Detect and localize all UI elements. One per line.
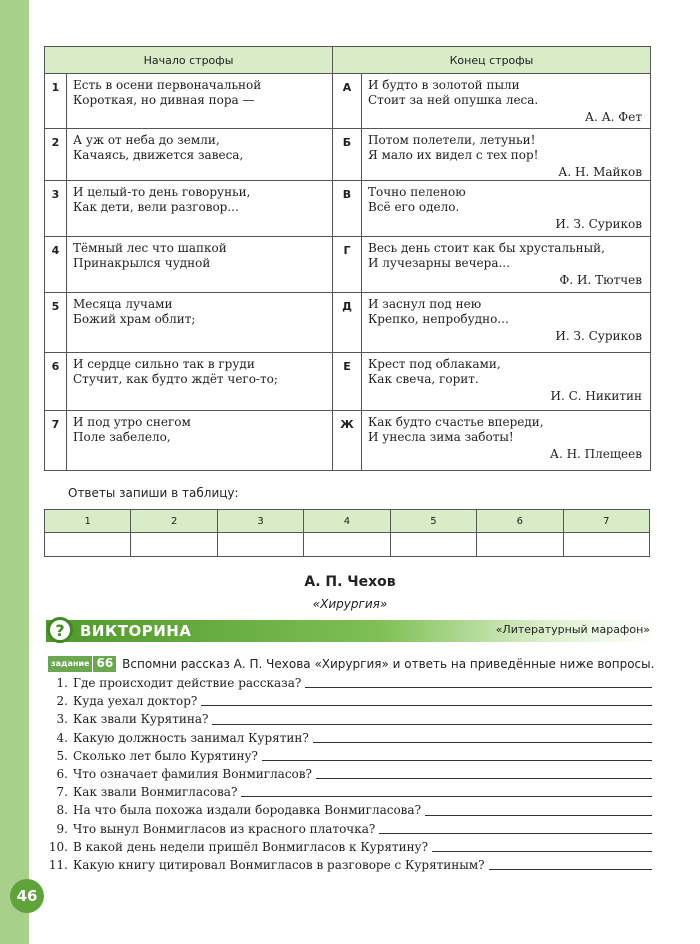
task-text: Вспомни рассказ А. П. Чехова «Хирургия» и ответь на приведённые ниже вопросы.: [122, 657, 655, 671]
page-number: 46: [10, 879, 44, 913]
answer-table: [44, 509, 650, 557]
answer-cell[interactable]: [131, 533, 217, 557]
question-number: 3.: [56, 712, 68, 727]
row-number: 6: [45, 353, 67, 411]
question-number: 6.: [56, 767, 68, 782]
stanza-end-line-1: И будто в золотой пыли: [368, 78, 520, 92]
question-number: 10.: [48, 839, 68, 854]
question-text: Куда уехал доктор?: [73, 694, 198, 709]
poem-author: И. З. Суриков: [555, 329, 642, 343]
answer-column-header: 5: [390, 510, 476, 533]
answer-line[interactable]: [379, 833, 652, 834]
stanza-start-line-2: Как дети, вели разговор...: [73, 200, 239, 214]
question-number: 9.: [56, 821, 68, 836]
poem-author: А. А. Фет: [584, 110, 642, 124]
row-number: 7: [45, 411, 67, 471]
quiz-question: [48, 801, 652, 819]
stanza-end: [362, 74, 651, 129]
stanza-end: [362, 293, 651, 353]
stanza-end-line-2: Я мало их видел с тех пор!: [368, 148, 539, 162]
stanza-start-line-2: Поле забелело,: [73, 430, 171, 444]
stanza-end-line-2: И лучезарны вечера...: [368, 256, 510, 270]
page-side-band: [0, 0, 29, 944]
answer-cell[interactable]: [563, 533, 649, 557]
stanza-end-line-2: Всё его одело.: [368, 200, 460, 214]
question-text: Как звали Курятина?: [73, 712, 209, 727]
answer-cell[interactable]: [304, 533, 390, 557]
question-text: Какую должность занимал Курятин?: [73, 730, 309, 745]
stanza-start-line-1: И под утро снегом: [73, 415, 191, 429]
stanza-end-line-1: Точно пеленою: [368, 185, 466, 199]
answer-column-header: 2: [131, 510, 217, 533]
stanza-end-line-1: Крест под облаками,: [368, 357, 501, 371]
question-number: 5.: [56, 748, 68, 763]
question-text: Где происходит действие рассказа?: [73, 676, 302, 690]
stanza-start: [67, 353, 333, 411]
row-number: 4: [45, 237, 67, 293]
stanza-start-line-2: Принакрылся чудной: [73, 256, 211, 270]
question-text: Как звали Вонмигласова?: [73, 785, 238, 800]
stanza-matching-table: [44, 46, 651, 471]
quiz-question: [48, 765, 652, 783]
stanza-end: [362, 411, 651, 471]
answer-cell[interactable]: [390, 533, 476, 557]
answer-line[interactable]: [425, 815, 652, 816]
stanza-start: [67, 411, 333, 471]
table-row: [45, 74, 651, 129]
stanza-start-line-2: Стучит, как будто ждёт чего-то;: [73, 372, 278, 386]
answers-instruction: Ответы запиши в таблицу:: [68, 486, 239, 500]
answer-line[interactable]: [262, 760, 652, 761]
table-row: [45, 293, 651, 353]
stanza-start: [67, 237, 333, 293]
stanza-end-line-1: Потом полетели, летуньи!: [368, 133, 536, 147]
stanza-start-line-1: А уж от неба до земли,: [73, 133, 220, 147]
table-row: [45, 411, 651, 471]
stanza-start-line-1: Тёмный лес что шапкой: [73, 241, 227, 255]
answer-column-header: 1: [45, 510, 131, 533]
stanza-start: [67, 129, 333, 181]
column-header-start: Начало строфы: [45, 47, 333, 74]
quiz-questions-list: [48, 674, 652, 874]
row-letter: Е: [333, 353, 362, 411]
question-number: 1.: [56, 676, 68, 690]
answer-line[interactable]: [212, 724, 652, 725]
stanza-end-line-1: И заснул под нею: [368, 297, 482, 311]
table-row: [45, 129, 651, 181]
quiz-title: ВИКТОРИНА: [80, 622, 192, 640]
quiz-question: [48, 838, 652, 856]
stanza-start-line-2: Божий храм облит;: [73, 312, 196, 326]
row-number: 3: [45, 181, 67, 237]
answer-cell[interactable]: [45, 533, 131, 557]
answer-line[interactable]: [241, 796, 652, 797]
quiz-question: [48, 692, 652, 710]
stanza-start-line-1: И целый-то день говоруньи,: [73, 185, 251, 199]
question-number: 7.: [56, 785, 68, 800]
row-number: 2: [45, 129, 67, 181]
row-letter: Б: [333, 129, 362, 181]
stanza-end-line-2: Как свеча, горит.: [368, 372, 479, 386]
stanza-end-line-1: Как будто счастье впереди,: [368, 415, 544, 429]
answer-line[interactable]: [201, 705, 652, 706]
answer-line[interactable]: [432, 851, 652, 852]
answer-line[interactable]: [489, 869, 652, 870]
poem-author: А. Н. Майков: [558, 165, 642, 179]
answer-cell[interactable]: [217, 533, 303, 557]
answer-line[interactable]: [316, 778, 652, 779]
poem-author: И. С. Никитин: [550, 389, 642, 403]
poem-author: Ф. И. Тютчев: [559, 273, 642, 287]
quiz-question: [48, 729, 652, 747]
stanza-start: [67, 293, 333, 353]
row-letter: Г: [333, 237, 362, 293]
answer-column-header: 7: [563, 510, 649, 533]
question-text: Что означает фамилия Вонмигласов?: [73, 767, 312, 782]
quiz-question: [48, 783, 652, 801]
task-badge: [48, 656, 116, 672]
question-text: Что вынул Вонмигласов из красного платочка?: [73, 821, 376, 836]
section-author: А. П. Чехов: [304, 574, 396, 590]
question-number: 8.: [56, 803, 68, 818]
stanza-end-line-2: Крепко, непробудно...: [368, 312, 509, 326]
poem-author: И. З. Суриков: [555, 217, 642, 231]
question-text: На что была похожа издали бородавка Вонмигласова?: [73, 803, 422, 818]
question-text: В какой день недели пришёл Вонмигласов к Курятину?: [73, 839, 429, 854]
stanza-end: [362, 181, 651, 237]
answer-line[interactable]: [305, 687, 652, 688]
question-number: 11.: [48, 858, 68, 873]
stanza-end-line-1: Весь день стоит как бы хрустальный,: [368, 241, 605, 255]
question-number: 2.: [56, 694, 68, 709]
answer-cell[interactable]: [477, 533, 563, 557]
stanza-start-line-2: Короткая, но дивная пора —: [73, 93, 255, 107]
stanza-start: [67, 181, 333, 237]
question-mark-icon: ?: [47, 617, 73, 643]
answer-column-header: 3: [217, 510, 303, 533]
row-letter: А: [333, 74, 362, 129]
answer-column-header: 4: [304, 510, 390, 533]
stanza-start: [67, 74, 333, 129]
table-row: [45, 181, 651, 237]
row-letter: В: [333, 181, 362, 237]
stanza-end: [362, 237, 651, 293]
row-number: 1: [45, 74, 67, 129]
table-row: [45, 237, 651, 293]
row-letter: Ж: [333, 411, 362, 471]
quiz-question: [48, 820, 652, 838]
task-word: задание: [48, 656, 92, 672]
stanza-start-line-2: Качаясь, движется завеса,: [73, 148, 244, 162]
stanza-start-line-1: И сердце сильно так в груди: [73, 357, 255, 371]
task-number: 66: [92, 656, 116, 672]
row-letter: Д: [333, 293, 362, 353]
stanza-end: [362, 353, 651, 411]
poem-author: А. Н. Плещеев: [549, 447, 642, 461]
answer-column-header: 6: [477, 510, 563, 533]
stanza-end-line-2: Стоит за ней опушка леса.: [368, 93, 539, 107]
answer-line[interactable]: [313, 742, 652, 743]
quiz-question: [48, 674, 652, 692]
stanza-start-line-1: Есть в осени первоначальной: [73, 78, 262, 92]
row-number: 5: [45, 293, 67, 353]
stanza-start-line-1: Месяца лучами: [73, 297, 173, 311]
column-header-end: Конец строфы: [333, 47, 651, 74]
stanza-end: [362, 129, 651, 181]
question-text: Сколько лет было Курятину?: [73, 748, 258, 763]
quiz-question: [48, 856, 652, 874]
question-number: 4.: [56, 730, 68, 745]
stanza-end-line-2: И унесла зима заботы!: [368, 430, 514, 444]
quiz-subtitle: «Литературный марафон»: [495, 623, 650, 636]
task-header: [48, 656, 654, 672]
quiz-question: [48, 710, 652, 728]
section-work-title: «Хирургия»: [312, 597, 388, 611]
quiz-question: [48, 747, 652, 765]
question-text: Какую книгу цитировал Вонмигласов в разговоре с Курятиным?: [73, 858, 485, 873]
table-row: [45, 353, 651, 411]
